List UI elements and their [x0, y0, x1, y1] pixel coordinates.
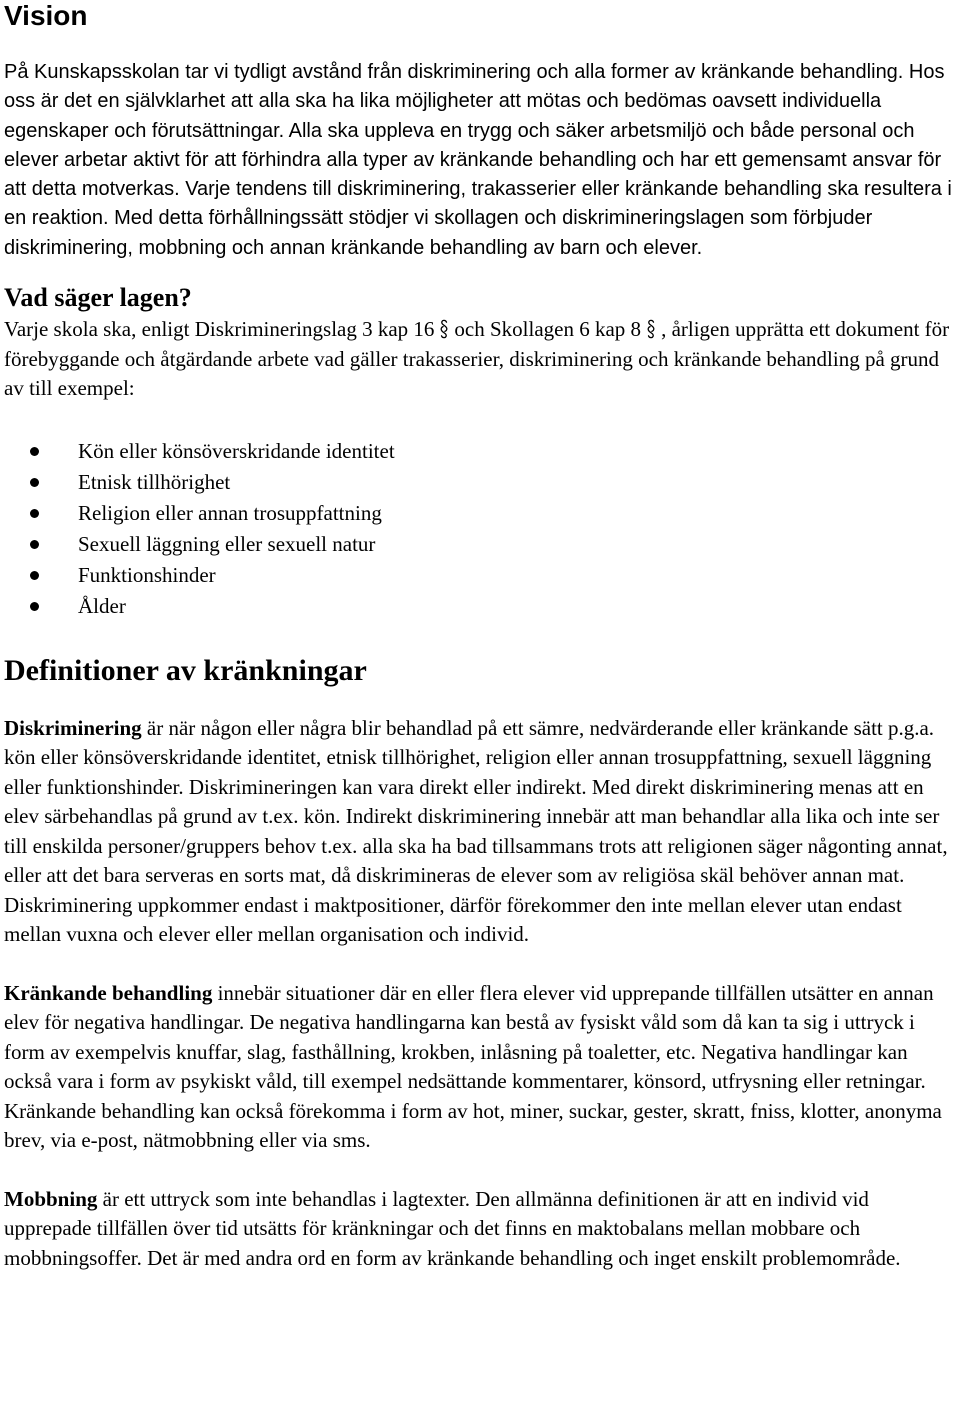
list-item-text: Ålder: [78, 593, 126, 618]
bullet-icon: [30, 602, 39, 611]
list-item-text: Religion eller annan trosuppfattning: [78, 500, 382, 525]
law-heading: Vad säger lagen?: [4, 283, 192, 313]
definition-term: Mobbning: [4, 1186, 98, 1211]
list-item: [4, 560, 956, 591]
definition-text: är ett uttryck som inte behandlas i lagtexter. Den allmänna definitionen är att en individ vid upprepade tillfällen över tid utsätts för kränkningar och det finns en maktobalans mellan mobbare och mobbningsoffer. Det är med andra ord en form av kränkande behandling och inget enskilt problemområde.: [4, 1186, 901, 1270]
law-text-part1: Varje skola ska, enligt Diskrimineringslag 3 kap 16: [4, 317, 435, 342]
bullet-icon: [30, 447, 39, 456]
list-item: [4, 436, 956, 467]
bullet-icon: [30, 509, 39, 518]
list-item: [4, 467, 956, 498]
list-item-text: Sexuell läggning eller sexuell natur: [78, 531, 376, 556]
vision-paragraph: På Kunskapsskolan tar vi tydligt avstånd från diskriminering och alla former av kränkande behandling. Hos oss är det en självklarhet att alla ska ha lika möjligheter att mötas och bedömas oavsett individuella egenskaper och förutsättningar. Alla ska uppleva en trygg och säker arbetsmiljö och både personal och elever arbetar aktivt för att förhindra alla typer av kränkande behandling och har ett gemensamt ansvar för att detta motverkas. Varje tendens till diskriminering, trakasserier eller kränkande behandling ska resultera i en reaktion. Med detta förhållningssätt stödjer vi skollagen och diskrimineringslagen som förbjuder diskriminering, mobbning och annan kränkande behandling av barn och elever.: [4, 61, 952, 259]
law-text-part2: och Skollagen 6 kap 8: [454, 317, 642, 342]
definition-text: är när någon eller några blir behandlad på ett sämre, nedvärderande eller kränkande sätt p.g.a. kön eller könsöverskridande identitet, etnisk tillhörighet, religion eller annan trosuppfattning, sexuell läggning eller funktionshinder. Diskrimineringen kan vara direkt eller indirekt. Med direkt diskriminering menas att en elev särbehandlas på grund av t.ex. kön. Indirekt diskriminering innebär att man behandlar alla lika och inte ser till enskilda personer/gruppers behov t.ex. alla ska ha bad tillsammans trots att religionen säger någonting annat, eller att det bara serveras en sorts mat, då diskrimineras de elever som av religiösa skäl behöver annan mat. Diskriminering uppkommer endast i maktpositioner, därför förekommer den inte mellan elever utan endast mellan vuxna och elever eller mellan organisation och individ.: [4, 715, 948, 947]
list-item-text: Kön eller könsöverskridande identitet: [78, 438, 395, 463]
vision-heading: Vision: [4, 0, 88, 31]
definition-bullying: [4, 1185, 956, 1274]
section-sign-icon: [646, 319, 656, 339]
law-paragraph: [4, 315, 956, 404]
bullet-icon: [30, 571, 39, 580]
list-item: [4, 498, 956, 529]
definition-offensive-treatment: [4, 979, 956, 1156]
law-text-part3: , årligen upprätta ett dokument för förebyggande och åtgärdande arbete vad gäller trakasserier, diskriminering och kränkande behandling på grund av till exempel:: [4, 317, 950, 401]
list-item: [4, 529, 956, 560]
list-item: [4, 591, 956, 622]
definition-term: Kränkande behandling: [4, 980, 213, 1005]
list-item-text: Funktionshinder: [78, 562, 216, 587]
definition-term: Diskriminering: [4, 715, 142, 740]
section-sign-icon: [439, 319, 449, 339]
grounds-list: [4, 436, 956, 622]
definition-text: innebär situationer där en eller flera elever vid upprepande tillfällen utsätter en annan elev för negativa handlingar. De negativa handlingarna kan bestå av fysiskt våld som då kan ta sig i uttryck i form av exempelvis knuffar, slag, fasthållning, krokben, inlåsning på toaletter, etc. Negativa handlingar kan också vara i form av psykiskt våld, till exempel nedsättande kommentarer, könsord, utfrysning eller retningar. Kränkande behandling kan också förekomma i form av hot, miner, suckar, gester, skratt, fniss, klotter, anonyma brev, via e-post, nätmobbning eller via sms.: [4, 980, 942, 1153]
definitions-heading: Definitioner av kränkningar: [4, 653, 367, 687]
bullet-icon: [30, 540, 39, 549]
list-item-text: Etnisk tillhörighet: [78, 469, 231, 494]
definition-discrimination: [4, 714, 956, 950]
bullet-icon: [30, 478, 39, 487]
